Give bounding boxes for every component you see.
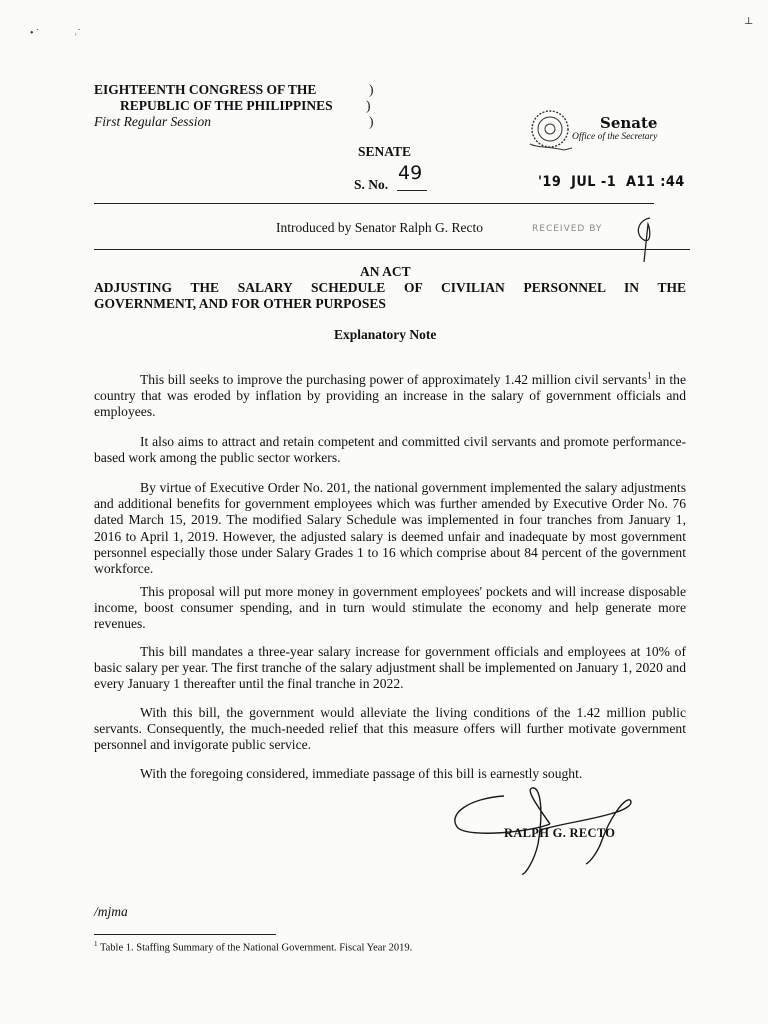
bracket: ) <box>369 82 374 97</box>
session-label: First Regular Session <box>94 114 211 129</box>
act-title-line-2: GOVERNMENT, AND FOR OTHER PURPOSES <box>94 296 386 311</box>
signatory-name: RALPH G. RECTO <box>504 826 616 840</box>
footnote-rule <box>94 934 276 935</box>
senate-seal-icon <box>524 106 576 152</box>
footnote <box>94 940 412 954</box>
typist-initials: /mjma <box>94 904 128 919</box>
introduced-by: Introduced by Senator Ralph G. Recto <box>276 220 483 235</box>
paragraph: With this bill, the government would alleviate the living conditions of the 1.42 million public servants. Consequently, the much-needed relief that this measure offers will further motivate government personnel and invigorate public service. <box>94 705 686 753</box>
initials-mark <box>624 214 664 264</box>
paragraph: This bill seeks to improve the purchasing power of approximately 1.42 million civil servants$^1$ in the country that was eroded by inflation by providing an increase in the salary of government officials and employees. <box>94 370 686 420</box>
paragraph: This proposal will put more money in government employees' pockets and will increase disposable income, boost consumer spending, and in turn would stimulate the economy and help generate more revenues. <box>94 584 686 632</box>
act-title-line-1: ADJUSTING THE SALARY SCHEDULE OF CIVILIAN PERSONNEL IN THE <box>94 280 686 295</box>
paragraph: It also aims to attract and retain competent and committed civil servants and promote performance-based work among the public sector workers. <box>94 434 686 466</box>
paragraph: By virtue of Executive Order No. 201, the national government implemented the salary adjustments and additional benefits for government employees which was further amended by Executive Order No. 76 dated March 15, 2019. The modified Salary Schedule was implemented in four tranches from January 1, 2016 to April 1, 2019. However, the adjusted salary is deemed unfair and inadequate by most government personnel especially those under Salary Grades 1 to 16 which comprise about 84 percent of the government workforce. <box>94 480 686 577</box>
paragraph: This bill mandates a three-year salary increase for government officials and employees at 10% of basic salary per year. The first tranche of the salary adjustment shall be implemented on January 1, 2020 and every January 1 thereafter until the final tranche in 2022. <box>94 644 686 692</box>
scan-speck: • ˙ <box>30 28 40 39</box>
rule-line <box>94 203 654 204</box>
bill-number-underline <box>397 190 427 191</box>
footnote-mark: 1 <box>94 940 98 948</box>
stamp-title: Senate <box>600 114 658 132</box>
bill-number: 49 <box>398 162 423 184</box>
bracket: ) <box>366 98 371 113</box>
congress-line-1: EIGHTEENTH CONGRESS OF THE <box>94 82 317 97</box>
bracket: ) <box>369 114 374 129</box>
congress-line-2: REPUBLIC OF THE PHILIPPINES <box>120 98 333 113</box>
rule-line <box>94 249 690 250</box>
paragraph: With the foregoing considered, immediate passage of this bill is earnestly sought. <box>140 766 583 781</box>
senate-label: SENATE <box>358 144 412 159</box>
act-heading: AN ACT <box>360 264 411 279</box>
stamp-timestamp: '19 JUL -1 A11 :44 <box>538 174 685 190</box>
explanatory-note-heading: Explanatory Note <box>334 327 437 342</box>
stamp-subtitle: Office of the Secretary <box>572 132 658 142</box>
footnote-text: Table 1. Staffing Summary of the National Government. Fiscal Year 2019. <box>99 942 413 954</box>
bill-number-label: S. No. <box>354 177 389 192</box>
received-stamp: RECEIVED BY <box>532 224 603 234</box>
scan-speck: ⊥ <box>744 16 754 27</box>
footnote-ref: 1 <box>646 370 652 381</box>
scan-speck: ˒˙ <box>74 28 81 39</box>
